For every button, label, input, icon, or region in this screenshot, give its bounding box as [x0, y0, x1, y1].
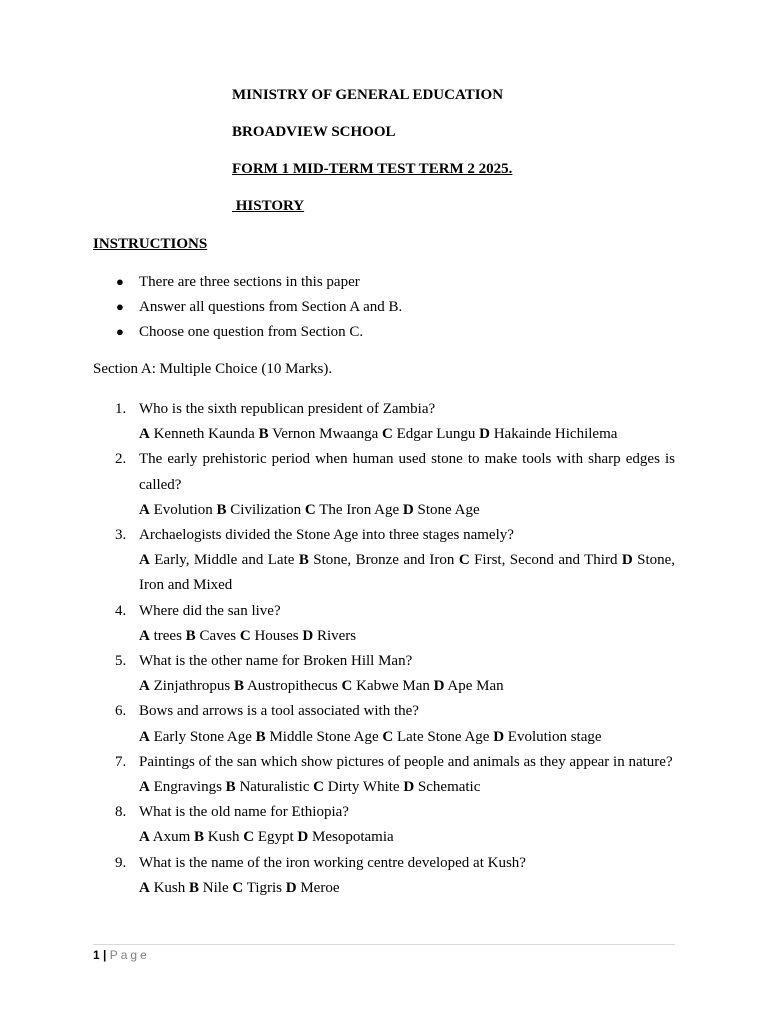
option-text: Nile — [202, 879, 229, 896]
option-text: Vernon Mwaanga — [272, 426, 379, 443]
footer-divider — [93, 944, 675, 945]
option-text: Early, Middle and Late — [154, 552, 295, 569]
instruction-item — [93, 297, 693, 322]
option-letter: A — [139, 728, 150, 745]
option-text: Schematic — [417, 779, 481, 796]
answer-options — [139, 548, 675, 598]
option-text: Late Stone Age — [396, 728, 490, 745]
question-list — [93, 397, 675, 901]
option-text: Mesopotamia — [312, 829, 394, 846]
instruction-item — [93, 272, 693, 297]
option-text: Austropithecus — [246, 678, 338, 695]
option-text: Kenneth Kaunda — [153, 426, 255, 443]
question-number: 7. — [115, 753, 127, 770]
answer-options — [139, 674, 675, 699]
answer-options — [139, 624, 675, 649]
option-letter: C — [382, 426, 393, 443]
option-letter: D — [403, 779, 415, 796]
question-text: Who is the sixth republican president of Zambia? — [139, 401, 436, 417]
page-number: 1 — [93, 948, 100, 962]
question-text: Paintings of the san which show pictures of people and animals as they appear in nature? — [139, 753, 673, 770]
question-item — [93, 800, 675, 850]
option-text: Civilization — [230, 501, 302, 518]
option-text: Kabwe Man — [356, 678, 430, 695]
answer-options — [139, 825, 675, 850]
instruction-item — [93, 322, 693, 347]
option-letter: B — [298, 552, 309, 569]
section-a-heading: Section A: Multiple Choice (10 Marks). — [93, 361, 333, 377]
option-letter: D — [285, 879, 297, 896]
school-name: BROADVIEW SCHOOL — [232, 124, 396, 140]
option-letter: A — [139, 627, 150, 644]
option-text: Edgar Lungu — [396, 426, 476, 443]
option-text: Meroe — [300, 879, 340, 896]
option-letter: A — [139, 829, 150, 846]
question-item — [93, 699, 675, 749]
option-text: Engravings — [153, 779, 222, 796]
question-number: 4. — [115, 602, 127, 619]
option-text: Evolution stage — [507, 728, 602, 745]
instructions-list — [93, 272, 693, 347]
bullet-icon: ● — [116, 299, 124, 314]
question-text: The early prehistoric period when human used stone to make tools with sharp edges is called? — [139, 451, 675, 493]
option-letter: B — [194, 829, 205, 846]
option-letter: A — [139, 678, 150, 695]
answer-options — [139, 876, 675, 901]
option-text: Stone Age — [417, 501, 480, 518]
option-letter: C — [458, 552, 470, 569]
option-letter: A — [139, 879, 150, 896]
option-text: The Iron Age — [319, 501, 400, 518]
option-letter: C — [382, 728, 394, 745]
option-letter: C — [243, 829, 255, 846]
option-letter: A — [139, 779, 150, 796]
instruction-text: There are three sections in this paper — [139, 274, 360, 290]
question-number: 9. — [115, 854, 127, 871]
option-letter: D — [621, 552, 633, 569]
option-letter: B — [234, 678, 245, 695]
question-text: Archaelogists divided the Stone Age into three stages namely? — [139, 527, 514, 544]
option-letter: B — [225, 779, 236, 796]
option-letter: C — [313, 779, 325, 796]
option-letter: D — [302, 627, 314, 644]
answer-options — [139, 422, 675, 447]
option-text: Caves — [199, 627, 237, 644]
option-letter: B — [189, 879, 200, 896]
option-text: Axum — [152, 829, 191, 846]
question-item — [93, 397, 675, 447]
option-text: Tigris — [246, 879, 282, 896]
question-text: Bows and arrows is a tool associated with the? — [139, 703, 419, 720]
question-item — [93, 599, 675, 649]
option-letter: D — [479, 426, 490, 443]
option-letter: B — [258, 426, 269, 443]
option-letter: D — [493, 728, 505, 745]
question-text: What is the old name for Ethiopia? — [139, 804, 349, 821]
page-footer — [93, 948, 150, 962]
option-text: Egypt — [257, 829, 294, 846]
footer-separator: | — [103, 948, 107, 962]
question-item — [93, 447, 675, 523]
option-letter: A — [139, 552, 150, 569]
option-text: First, Second and Third — [474, 552, 618, 569]
option-letter: A — [139, 426, 150, 443]
instruction-text: Choose one question from Section C. — [139, 324, 364, 340]
question-number: 5. — [115, 653, 127, 670]
option-text: Kush — [207, 829, 240, 846]
test-title: FORM 1 MID-TERM TEST TERM 2 2025. — [232, 161, 513, 177]
question-number: 8. — [115, 804, 127, 821]
option-text: Early Stone Age — [153, 728, 252, 745]
option-text: Hakainde Hichilema — [493, 426, 618, 443]
option-letter: B — [255, 728, 266, 745]
answer-options — [139, 498, 675, 523]
option-text: Rivers — [316, 627, 357, 644]
option-letter: C — [341, 678, 353, 695]
question-number: 6. — [115, 703, 127, 720]
option-text: Dirty White — [327, 779, 400, 796]
answer-options — [139, 725, 675, 750]
question-item — [93, 523, 675, 599]
question-number: 1. — [115, 401, 127, 417]
option-text: Naturalistic — [239, 779, 310, 796]
bullet-icon: ● — [116, 324, 124, 339]
option-text: trees — [153, 627, 182, 644]
option-text: Evolution — [153, 501, 213, 518]
subject-title: HISTORY — [232, 198, 305, 214]
question-text: What is the name of the iron working centre developed at Kush? — [139, 854, 526, 871]
instructions-heading: INSTRUCTIONS — [93, 236, 208, 252]
option-letter: A — [139, 501, 150, 518]
option-letter: B — [216, 501, 227, 518]
instruction-text: Answer all questions from Section A and B. — [139, 299, 403, 315]
option-text: Kush — [153, 879, 186, 896]
option-letter: C — [304, 501, 316, 518]
option-text: Ape Man — [447, 678, 504, 695]
question-number: 3. — [115, 527, 127, 544]
question-number: 2. — [115, 451, 127, 468]
page-label: Page — [109, 948, 150, 962]
option-letter: B — [185, 627, 196, 644]
question-item — [93, 649, 675, 699]
option-text: Stone, Iron and Mixed — [139, 552, 676, 594]
option-letter: D — [402, 501, 414, 518]
question-text: Where did the san live? — [139, 602, 281, 619]
option-text: Middle Stone Age — [269, 728, 379, 745]
option-letter: C — [239, 627, 251, 644]
question-text: What is the other name for Broken Hill Man? — [139, 653, 413, 670]
option-letter: D — [297, 829, 309, 846]
question-item — [93, 750, 675, 800]
bullet-icon: ● — [116, 274, 124, 289]
ministry-title: MINISTRY OF GENERAL EDUCATION — [232, 87, 504, 103]
option-letter: C — [232, 879, 244, 896]
option-text: Houses — [254, 627, 299, 644]
answer-options — [139, 775, 675, 800]
option-text: Stone, Bronze and Iron — [313, 552, 455, 569]
option-letter: D — [433, 678, 445, 695]
question-item — [93, 851, 675, 901]
option-text: Zinjathropus — [153, 678, 231, 695]
